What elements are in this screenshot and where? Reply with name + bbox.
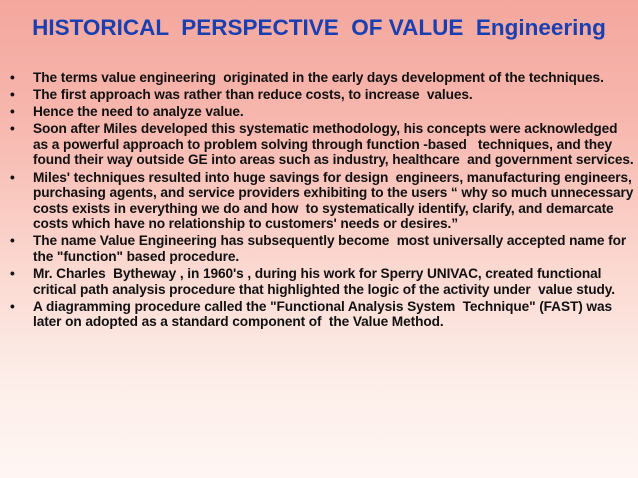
bullet-item-1 [10, 70, 634, 86]
bullet-item-2 [10, 87, 634, 103]
bullet-list [10, 70, 637, 332]
bullet-icon: • [10, 87, 15, 103]
bullet-icon: • [10, 121, 15, 137]
bullet-item-7 [10, 266, 634, 297]
bullet-item-8 [10, 299, 634, 330]
bullet-text-4: Soon after Miles developed this systematic methodology, his concepts were acknowledged as a powerful approach to problem solving through function -based techniques, and they found their way outside GE into areas such as industry, healthcare and government services. [33, 121, 634, 168]
bullet-icon: • [10, 104, 15, 120]
bullet-text-6: The name Value Engineering has subsequently become most universally accepted name for the "function" based procedure. [33, 233, 630, 265]
bullet-text-3: Hence the need to analyze value. [33, 104, 244, 120]
bullet-text-7: Mr. Charles Bytheway , in 1960's , during his work for Sperry UNIVAC, created functional critical path analysis procedure that highlighted the logic of the activity under value study. [33, 266, 615, 297]
bullet-icon: • [10, 169, 15, 185]
bullet-text-1: The terms value engineering originated in the early days development of the techniques. [33, 70, 604, 85]
bullet-icon: • [10, 298, 15, 314]
bullet-text-2: The first approach was rather than reduce costs, to increase values. [33, 87, 473, 103]
slide-title: HISTORICAL PERSPECTIVE OF VALUE Engineering [32, 15, 606, 40]
bullet-item-3 [10, 104, 634, 120]
bullet-icon: • [10, 233, 15, 249]
bullet-text-8: A diagramming procedure called the "Functional Analysis System Technique" (FAST) was later on adopted as a standard component of the Value Method. [33, 298, 616, 330]
bullet-item-5 [10, 169, 637, 232]
bullet-item-6 [10, 233, 634, 264]
bullet-text-5: Miles' techniques resulted into huge savings for design engineers, manufacturing engineers, purchasing agents, and service providers exhibiting to the users “ why so much unnecessary costs exists in everything we do and how to systematically identify, clarify, and demarcate costs which have no relationship to customers' needs or desires.” [33, 169, 637, 232]
bullet-icon: • [10, 70, 15, 85]
bullet-icon: • [10, 266, 15, 282]
bullet-item-4 [10, 121, 634, 168]
